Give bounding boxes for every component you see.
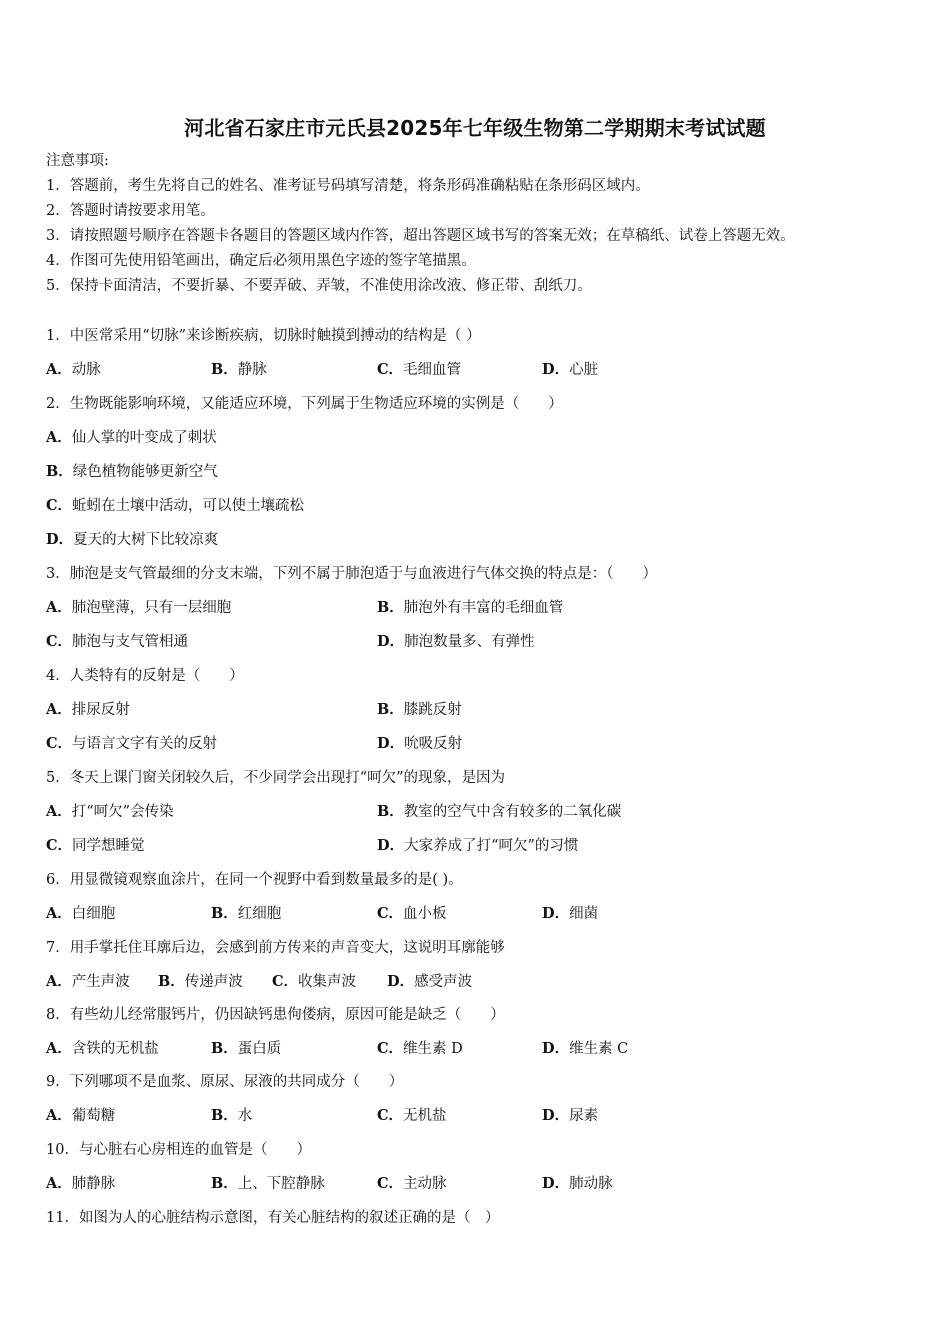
q4-option-a: A．排尿反射 xyxy=(46,701,130,718)
question-3-stem: 3．肺泡是支气管最细的分支末端，下列不属于肺泡适于与血液进行气体交换的特点是：（ ） xyxy=(46,566,657,582)
notice-item-1: 1．答题前，考生先将自己的姓名、准考证号码填写清楚，将条形码准确粘贴在条形码区域内。 xyxy=(46,178,650,194)
q1-option-c: C．毛细血管 xyxy=(377,361,462,378)
q6-option-d: D．细菌 xyxy=(542,905,599,922)
q10-option-c: C．主动脉 xyxy=(377,1175,447,1192)
q8-option-d: D．维生素 C xyxy=(542,1040,629,1057)
q10-option-a: A．肺静脉 xyxy=(46,1175,116,1192)
q3-option-b: B．肺泡外有丰富的毛细血管 xyxy=(377,599,564,616)
q9-option-d: D．尿素 xyxy=(542,1107,599,1124)
q8-option-b: B．蛋白质 xyxy=(211,1040,282,1057)
q4-option-d: D．吮吸反射 xyxy=(377,735,463,752)
notice-item-2: 2．答题时请按要求用笔。 xyxy=(46,203,215,219)
q2-option-d: D．夏天的大树下比较凉爽 xyxy=(46,531,219,548)
q7-option-c: C．收集声波 xyxy=(272,973,357,990)
q2-option-a: A．仙人掌的叶变成了刺状 xyxy=(46,429,217,446)
notice-item-4: 4．作图可先使用铅笔画出，确定后必须用黑色字迹的签字笔描黑。 xyxy=(46,253,476,269)
page-title: 河北省石家庄市元氏县2025年七年级生物第二学期期末考试试题 xyxy=(184,116,766,140)
q9-option-c: C．无机盐 xyxy=(377,1107,447,1124)
question-7-stem: 7．用手掌托住耳廓后边，会感到前方传来的声音变大，这说明耳廓能够 xyxy=(46,940,505,956)
question-10-stem: 10．与心脏右心房相连的血管是（ ） xyxy=(46,1142,311,1158)
question-1-stem: 1．中医常采用“切脉”来诊断疾病，切脉时触摸到搏动的结构是（ ） xyxy=(46,328,481,344)
question-4-stem: 4．人类特有的反射是（ ） xyxy=(46,668,244,684)
q7-option-d: D．感受声波 xyxy=(387,973,473,990)
q9-option-b: B．水 xyxy=(211,1107,253,1124)
question-2-stem: 2．生物既能影响环境，又能适应环境，下列属于生物适应环境的实例是（ ） xyxy=(46,396,563,412)
q5-option-c: C．同学想睡觉 xyxy=(46,837,145,854)
q7-option-b: B．传递声波 xyxy=(158,973,243,990)
question-6-stem: 6．用显微镜观察血涂片，在同一个视野中看到数量最多的是( )。 xyxy=(46,872,463,888)
q6-option-b: B．红细胞 xyxy=(211,905,282,922)
q4-option-c: C．与语言文字有关的反射 xyxy=(46,735,218,752)
notice-item-3: 3．请按照题号顺序在答题卡各题目的答题区域内作答，超出答题区域书写的答案无效；在草稿纸、试卷上答题无效。 xyxy=(46,228,795,244)
notice-item-5: 5．保持卡面清洁，不要折暴、不要弄破、弄皱，不准使用涂改液、修正带、刮纸刀。 xyxy=(46,278,592,294)
notice-heading: 注意事项: xyxy=(46,153,109,169)
q8-option-c: C．维生素 D xyxy=(377,1040,463,1057)
q9-option-a: A．葡萄糖 xyxy=(46,1107,116,1124)
q10-option-b: B．上、下腔静脉 xyxy=(211,1175,325,1192)
q4-option-b: B．膝跳反射 xyxy=(377,701,462,718)
q3-option-c: C．肺泡与支气管相通 xyxy=(46,633,189,650)
question-5-stem: 5．冬天上课门窗关闭较久后，不少同学会出现打“呵欠”的现象，是因为 xyxy=(46,770,506,786)
q5-option-b: B．教室的空气中含有较多的二氧化碳 xyxy=(377,803,622,820)
q2-option-c: C．蚯蚓在土壤中活动，可以使土壤疏松 xyxy=(46,497,305,514)
q6-option-c: C．血小板 xyxy=(377,905,447,922)
q3-option-a: A．肺泡壁薄，只有一层细胞 xyxy=(46,599,232,616)
question-9-stem: 9．下列哪项不是血浆、原尿、尿液的共同成分（ ） xyxy=(46,1074,404,1090)
q6-option-a: A．白细胞 xyxy=(46,905,116,922)
question-8-stem: 8．有些幼儿经常服钙片，仍因缺钙患佝偻病，原因可能是缺乏（ ） xyxy=(46,1007,505,1023)
q5-option-d: D．大家养成了打“呵欠”的习惯 xyxy=(377,837,579,854)
q7-option-a: A．产生声波 xyxy=(46,973,130,990)
q1-option-a: A．动脉 xyxy=(46,361,101,378)
q1-option-b: B．静脉 xyxy=(211,361,267,378)
q5-option-a: A．打“呵欠”会传染 xyxy=(46,803,174,820)
q1-option-d: D．心脏 xyxy=(542,361,599,378)
q3-option-d: D．肺泡数量多、有弹性 xyxy=(377,633,535,650)
q8-option-a: A．含铁的无机盐 xyxy=(46,1040,159,1057)
q10-option-d: D．肺动脉 xyxy=(542,1175,613,1192)
question-11-stem: 11．如图为人的心脏结构示意图，有关心脏结构的叙述正确的是（ ） xyxy=(46,1210,500,1226)
q2-option-b: B．绿色植物能够更新空气 xyxy=(46,463,218,480)
